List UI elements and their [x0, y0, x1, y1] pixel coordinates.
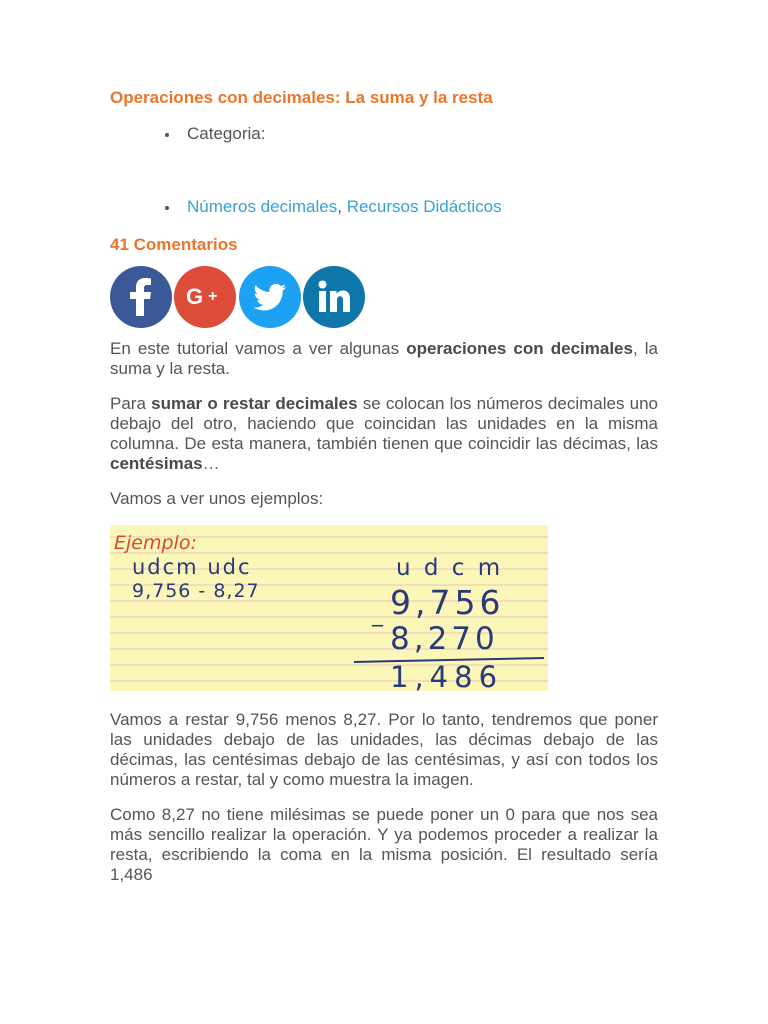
category-links: [110, 195, 658, 219]
intro-text-1: En este tutorial vamos a ver algunas: [110, 339, 407, 358]
example-subtrahend: 8,270: [390, 621, 499, 657]
category-link-recursos-didacticos[interactable]: Recursos Didácticos: [346, 197, 502, 216]
example-header-left: udcm udc: [132, 555, 252, 579]
rule-bold-2: centésimas: [110, 454, 203, 473]
rule-text-1: Para: [110, 394, 152, 413]
facebook-share-button[interactable]: [110, 266, 172, 328]
example-image: [110, 525, 548, 691]
example-heading: Ejemplo:: [114, 532, 197, 554]
svg-text:G: G: [186, 284, 204, 309]
intro-bold: operaciones con decimales: [406, 339, 633, 358]
rule-text-3: …: [202, 454, 220, 473]
social-share-bar: [110, 266, 370, 328]
comments-count[interactable]: 41 Comentarios: [110, 235, 238, 254]
intro-paragraph: [110, 339, 658, 379]
examples-intro: Vamos a ver unos ejemplos:: [110, 489, 324, 508]
rule-bold-1: sumar o restar decimales: [151, 394, 358, 413]
example-notebook-svg: [110, 525, 548, 691]
linkedin-share-button[interactable]: [303, 266, 365, 328]
example-minuend: 9,756: [390, 583, 505, 622]
linkedin-icon: [303, 266, 365, 328]
rule-paragraph: [110, 394, 658, 474]
twitter-share-button[interactable]: [239, 266, 301, 328]
category-link-numeros-decimales[interactable]: Números decimales: [187, 197, 338, 216]
rule-text-2: se colocan los números decimales uno debajo del otro, haciendo que coincidan las unidades en la misma columna. De esta manera, también tienen que coincidir las décimas, las: [110, 394, 658, 453]
category-label: Categoria:: [110, 122, 658, 146]
explanation-paragraph: Vamos a restar 9,756 menos 8,27. Por lo tanto, tendremos que poner las unidades debajo de las unidades, las décimas debajo de las décimas, las centésimas debajo de las centésimas, y así con todos los números a restar, tal y como muestra la imagen.: [110, 710, 658, 789]
example-expression: 9,756 - 8,27: [132, 580, 260, 602]
category-list: [110, 122, 658, 219]
google-plus-icon: [174, 266, 236, 328]
google-plus-share-button[interactable]: [174, 266, 236, 328]
facebook-icon: [110, 266, 172, 328]
category-separator: ,: [337, 197, 347, 216]
svg-text:+: +: [208, 288, 218, 305]
example-minus-sign: _: [372, 602, 383, 627]
example-column-header: u d c m: [396, 555, 504, 581]
intro-text-2: , la suma y la resta.: [110, 339, 659, 378]
example-result: 1,486: [390, 660, 504, 691]
article-title: Operaciones con decimales: La suma y la resta: [110, 88, 493, 107]
twitter-icon: [239, 266, 301, 328]
conclusion-paragraph: Como 8,27 no tiene milésimas se puede poner un 0 para que nos sea más sencillo realizar la operación. Y ya podemos proceder a realizar la resta, escribiendo la coma en la misma posición. El resultado sería 1,486: [110, 805, 658, 884]
